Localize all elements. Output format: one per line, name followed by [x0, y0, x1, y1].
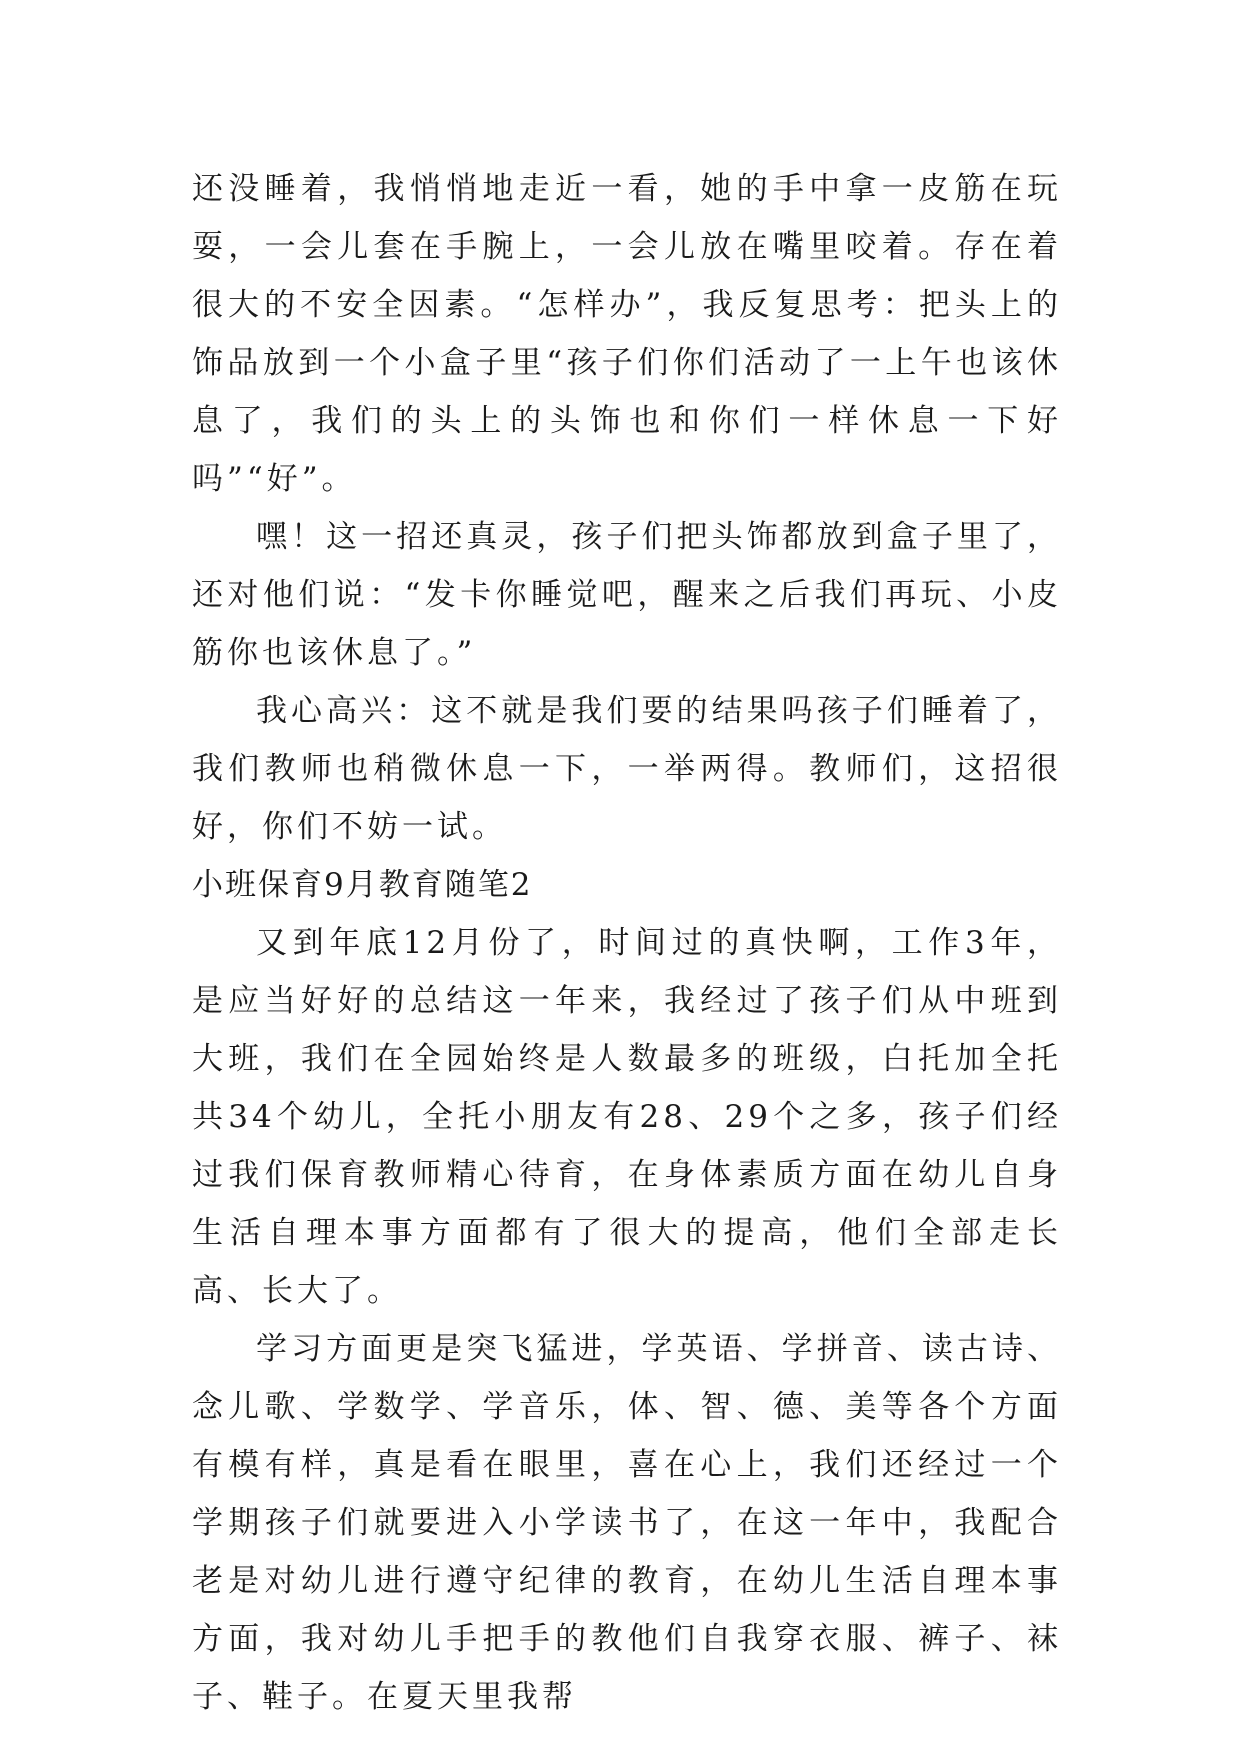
paragraph-learning: 学习方面更是突飞猛进，学英语、学拼音、读古诗、念儿歌、学数学、学音乐，体、智、德、美等各个方面有模有样，真是看在眼里，喜在心上，我们还经过一个学期孩子们就要进入小学读书了，在这一年中，我配合老是对幼儿进行遵守纪律的教育，在幼儿生活自理本事方面，我对幼儿手把手的教他们自我穿衣服、裤子、袜子、鞋子。在夏天里我帮: [192, 1331, 1062, 1715]
document-body: [192, 160, 1062, 1726]
paragraph-year-end: 又到年底12月份了，时间过的真快啊，工作3年，是应当好好的总结这一年来，我经过了孩子们从中班到大班，我们在全园始终是人数最多的班级，白托加全托共34个幼儿，全托小朋友有28、29个之多，孩子们经过我们保育教师精心待育，在身体素质方面在幼儿自身生活自理本事方面都有了很大的提高，他们全部走长高、长大了。: [192, 925, 1062, 1309]
paragraph-conclusion: 我心高兴：这不就是我们要的结果吗孩子们睡着了，我们教师也稍微休息一下，一举两得。教师们，这招很好，你们不妨一试。: [192, 693, 1062, 845]
paragraph-trick: 嘿！这一招还真灵，孩子们把头饰都放到盒子里了，还对他们说：“发卡你睡觉吧，醒来之后我们再玩、小皮筋你也该休息了。”: [192, 519, 1062, 671]
paragraph-continued: 还没睡着，我悄悄地走近一看，她的手中拿一皮筋在玩耍，一会儿套在手腕上，一会儿放在嘴里咬着。存在着很大的不安全因素。“怎样办”，我反复思考：把头上的饰品放到一个小盒子里“孩子们你们活动了一上午也该休息了，我们的头上的头饰也和你们一样休息一下好吗”“好”。: [192, 171, 1062, 497]
section-title: 小班保育9月教育随笔2: [192, 867, 533, 903]
